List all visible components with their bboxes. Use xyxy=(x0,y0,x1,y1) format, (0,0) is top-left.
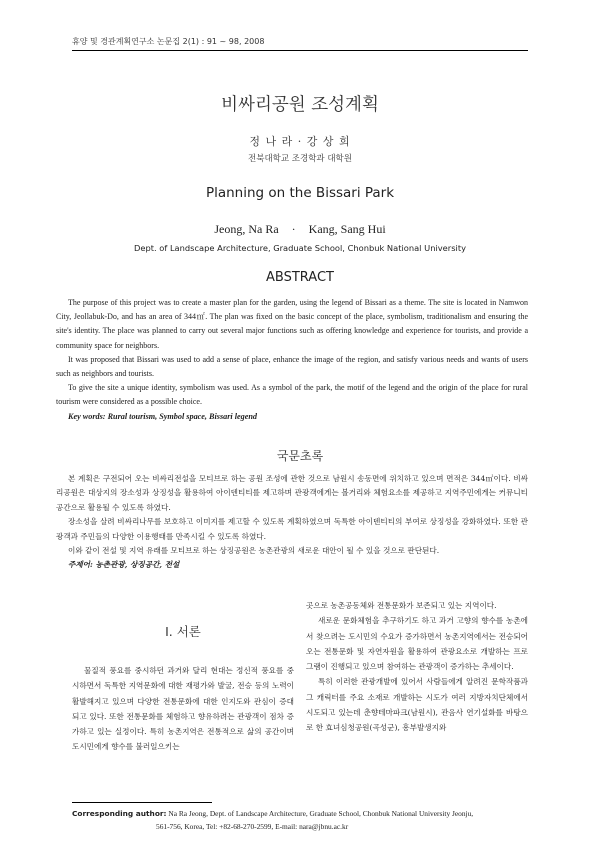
running-head: 휴양 및 경관계획연구소 논문집 2(1) : 91 ~ 98, 2008 xyxy=(72,37,265,46)
footnote-label: Corresponding author: xyxy=(72,809,167,818)
affiliation-korean: 전북대학교 조경학과 대학원 xyxy=(248,154,352,164)
body-paragraph: 곳으로 농촌공동체와 전통문화가 보존되고 있는 지역이다. xyxy=(306,601,497,610)
abstract-paragraph: The purpose of this project was to create a master plan for the garden, using the legend of Bissari as a theme. The site is located in Namwon City, Jeollabuk-Do, and has an area of 344㎡. The plan was fixed on the basic concept of the place, symbolism, traditionalism and ensuring the site's identity. The place was planned to carry out several major functions such as offering knowledge and experience for tourists, and provide a community space for neighbors. xyxy=(56,298,528,350)
section-heading: Ⅰ. 서론 xyxy=(165,624,201,639)
korean-keywords: 주제어: 농촌관광, 상징공간, 전설 xyxy=(68,560,180,570)
footnote-rule xyxy=(72,802,212,803)
author-separator: · xyxy=(291,222,296,236)
authors-korean: 정 나 라 · 강 상 희 xyxy=(249,135,351,148)
left-column xyxy=(72,663,294,755)
korean-abstract-heading: 국문초록 xyxy=(276,449,324,463)
footnote-line-1: Na Ra Jeong, Dept. of Landscape Architecture, Graduate School, Chonbuk National University Jeonju, xyxy=(166,809,474,818)
body-paragraph: 특히 이러한 관광개발에 있어서 사람들에게 알려진 문학작품과 그 캐릭터를 주요 소재로 개발하는 시도가 여러 지방자치단체에서 시도되고 있는데 춘향테마파크(남원시), 관음사 연기설화를 바탕으로 한 효녀심청공원(곡성군), 흥부발생지와 xyxy=(306,677,528,733)
korean-abstract-paragraph: 이와 같이 전설 및 지역 유래를 모티브로 하는 상징공원은 농촌관광의 새로운 대안이 될 수 있을 것으로 판단된다. xyxy=(68,546,440,556)
body-paragraph: 새로운 문화체험을 추구하기도 하고 과거 고향의 향수를 농촌에서 찾으려는 도시민의 수요가 증가하면서 농촌지역에서는 전승되어 오는 전통문화 및 자연자원을 활용하여 관광요소로 개발하는 프로그램이 진행되고 있으며 참여하는 관광객이 증가하는 추세이다. xyxy=(306,616,528,672)
title-english: Planning on the Bissari Park xyxy=(205,185,395,201)
korean-abstract-body xyxy=(56,472,528,573)
korean-abstract-paragraph: 장소성을 살려 비싸리나무를 보호하고 이미지를 제고할 수 있도록 계획하였으며 독특한 아이덴티티의 부여로 상징성을 강화하였다. 또한 관광객과 주민들의 다양한 이용행태를 만족시킬 수 있도록 하였다. xyxy=(56,517,528,541)
author-1: Jeong, Na Ra xyxy=(214,222,279,236)
header-rule xyxy=(72,50,528,51)
abstract-paragraph: To give the site a unique identity, symbolism was used. As a symbol of the park, the motif of the legend and the origin of the place for rural tourism were considered as a possible choice. xyxy=(56,383,528,407)
korean-abstract-paragraph: 본 계획은 구전되어 오는 비싸리전설을 모티브로 하는 공원 조성에 관한 것으로 남원시 송동면에 위치하고 있으며 면적은 344㎡이다. 비싸리공원은 대상지의 장소성과 상징성을 활용하여 아이덴티티를 제고하며 관광객에게는 볼거리와 체험요소를 제공하고 지역주민에게는 커뮤니티공간으로 활용될 수 있도록 하였다. xyxy=(56,474,528,512)
footnote xyxy=(72,807,528,833)
right-column xyxy=(306,598,528,736)
author-2: Kang, Sang Hui xyxy=(308,222,386,236)
affiliation-english: Dept. of Landscape Architecture, Graduate School, Chonbuk National University xyxy=(134,243,466,253)
body-paragraph: 물질적 풍요를 중시하던 과거와 달리 현대는 정신적 풍요를 중시하면서 독특한 지역문화에 대한 재평가와 발굴, 전승 등의 노력이 활발해지고 있으며 다양한 전통문화에 대한 인지도와 관심이 증대되고 있다. 또한 전통문화를 체험하고 향유하려는 관광객이 점차 증가하고 있는 실정이다. 특히 농촌지역은 전통적으로 삶의 공간이며 도시민에게 향수를 불러일으키는 xyxy=(72,666,294,752)
abstract-heading: ABSTRACT xyxy=(266,270,334,285)
abstract-paragraph: It was proposed that Bissari was used to add a sense of place, enhance the image of the region, and satisfy various needs and wants of users such as neighbors and tourists. xyxy=(56,354,528,379)
abstract-keywords: Key words: Rural tourism, Symbol space, Bissari legend xyxy=(68,411,258,421)
authors-english xyxy=(0,222,600,237)
abstract-body xyxy=(56,296,528,424)
footnote-line-2: 561-756, Korea, Tel: +82-68-270-2599, E-mail: nara@jbnu.ac.kr xyxy=(156,822,349,831)
title-korean: 비싸리공원 조성계획 xyxy=(221,95,379,115)
